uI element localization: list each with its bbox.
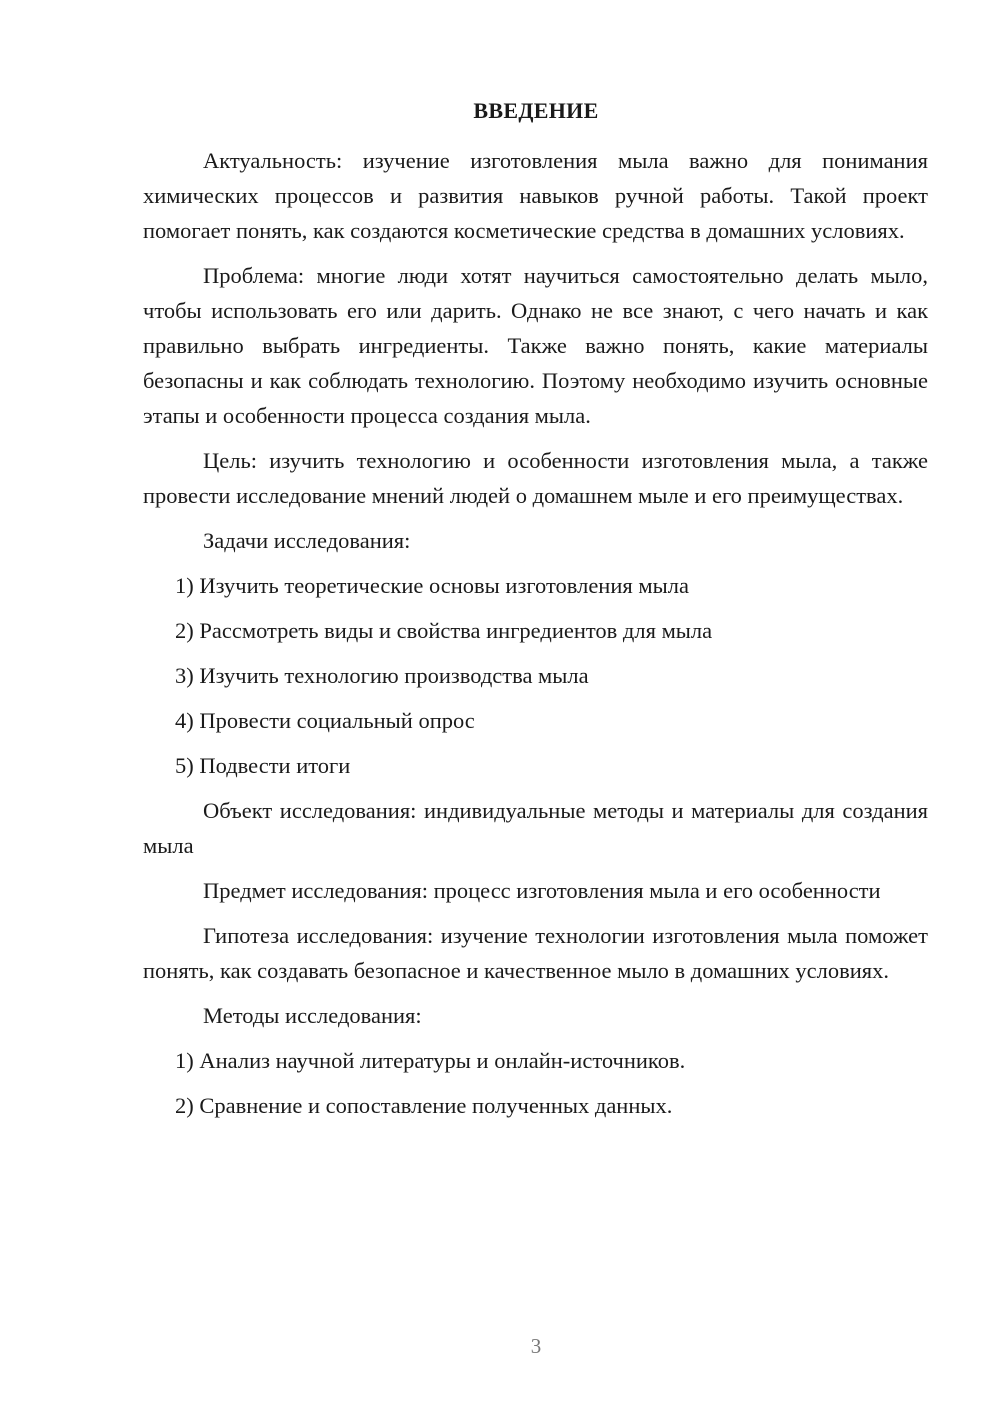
hypothesis-paragraph: Гипотеза исследования: изучение технологии изготовления мыла поможет понять, как создавать безопасное и качественное мыло в домашних условиях. [143, 923, 928, 983]
tasks-list [143, 568, 928, 783]
method-item: 1) Анализ научной литературы и онлайн-источников. [175, 1048, 686, 1073]
subject-paragraph: Предмет исследования: процесс изготовления мыла и его особенности [203, 878, 881, 903]
goal-paragraph: Цель: изучить технологию и особенности изготовления мыла, а также провести исследование мнений людей о домашнем мыле и его преимуществах. [143, 448, 928, 508]
object-paragraph: Объект исследования: индивидуальные методы и материалы для создания мыла [143, 798, 928, 858]
method-item: 2) Сравнение и сопоставление полученных данных. [175, 1093, 673, 1118]
task-item: 3) Изучить технологию производства мыла [175, 663, 589, 688]
methods-list [143, 1043, 928, 1123]
page-number: 3 [530, 1334, 542, 1358]
tasks-heading: Задачи исследования: [203, 528, 411, 553]
problem-paragraph: Проблема: многие люди хотят научиться самостоятельно делать мыло, чтобы использовать его или дарить. Однако не все знают, с чего начать и как правильно выбрать ингредиенты. Также важно понять, какие материалы безопасны и как соблюдать технологию. Поэтому необходимо изучить основные этапы и особенности процесса создания мыла. [143, 263, 928, 428]
methods-heading: Методы исследования: [203, 1003, 422, 1028]
task-item: 1) Изучить теоретические основы изготовления мыла [175, 573, 689, 598]
body-text [143, 143, 928, 1133]
relevance-paragraph: Актуальность: изучение изготовления мыла важно для понимания химических процессов и развития навыков ручной работы. Такой проект помогает понять, как создаются косметические средства в домашних условиях. [143, 148, 928, 243]
task-item: 5) Подвести итоги [175, 753, 351, 778]
task-item: 2) Рассмотреть виды и свойства ингредиентов для мыла [175, 618, 713, 643]
section-title: ВВЕДЕНИЕ [473, 98, 599, 123]
task-item: 4) Провести социальный опрос [175, 708, 475, 733]
